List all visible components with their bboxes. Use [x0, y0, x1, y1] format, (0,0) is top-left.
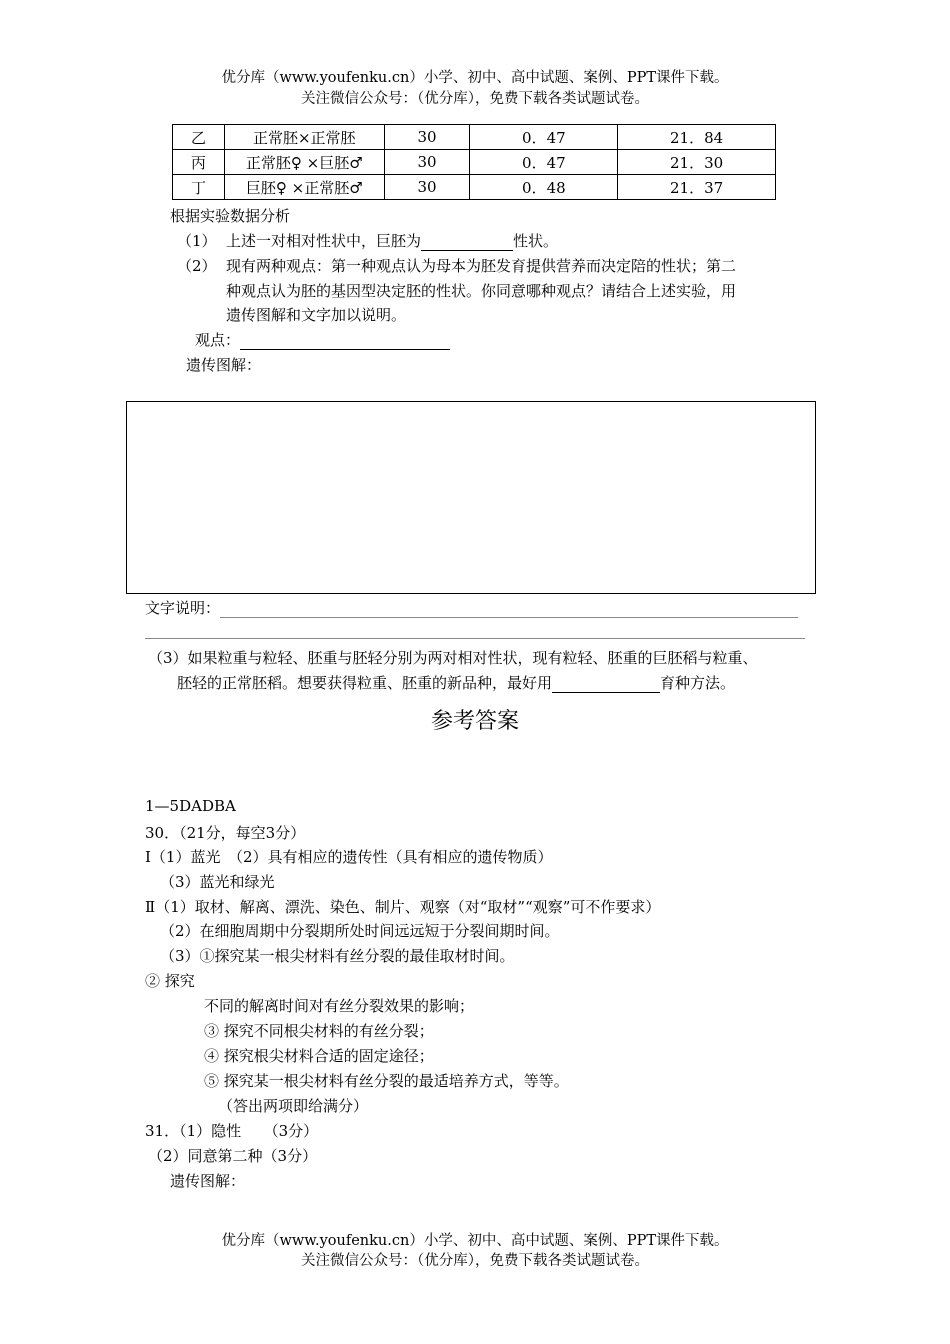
q3-line-2 [177, 672, 735, 693]
q1-number: （1） [177, 232, 217, 250]
q3-text-a: 胚轻的正常胚稻。想要获得粒重、胚重的新品种，最好用 [177, 674, 553, 692]
answer-line: （2）在细胞周期中分裂期所处时间远远短于分裂间期时间。 [160, 922, 560, 940]
table-cell: 30 [384, 150, 470, 175]
viewpoint-row [195, 329, 450, 350]
q1-text-a: 上述一对相对性状中，巨胚为 [226, 232, 422, 250]
answer-line: （2）同意第二种（3分） [148, 1147, 318, 1165]
footer-line-2: 关注微信公众号：（优分库），免费下载各类试题试卷。 [301, 1253, 649, 1269]
table-cell: 21．37 [618, 175, 776, 200]
answer-line: ③ 探究不同根尖材料的有丝分裂； [204, 1022, 434, 1040]
q1-text-b: 性状。 [513, 232, 559, 250]
answer-line: 遗传图解： [170, 1172, 246, 1190]
answer-line: Ⅰ（1）蓝光 （2）具有相应的遗传性（具有相应的遗传物质） [145, 848, 553, 866]
answer-line: 31．（1）隐性 （3分） [145, 1122, 319, 1140]
table-cell: 21．30 [618, 150, 776, 175]
viewpoint-blank[interactable] [240, 333, 450, 350]
viewpoint-label: 观点： [195, 331, 241, 349]
diagram-answer-box[interactable] [126, 401, 816, 594]
table-cell: 0．48 [470, 175, 618, 200]
table-cell: 0．47 [470, 150, 618, 175]
table-cell: 正常胚×正常胚 [224, 125, 384, 150]
text-explanation-label: 文字说明： [145, 599, 221, 617]
q2-line-1: 现有两种观点：第一种观点认为母本为胚发育提供营养而决定陪的性状；第二 [226, 257, 737, 275]
answer-line: （3）①探究某一根尖材料有丝分裂的最佳取材时间。 [160, 947, 515, 965]
answer-line: （答出两项即给满分） [218, 1097, 369, 1115]
q3-text-b: 育种方法。 [660, 674, 736, 692]
header-line-2: 关注微信公众号：（优分库），免费下载各类试题试卷。 [301, 91, 649, 107]
table-cell: 21．84 [618, 125, 776, 150]
table-cell: 30 [384, 125, 470, 150]
table-row [173, 150, 776, 175]
table-cell: 正常胚♀ ×巨胚♂ [224, 150, 384, 175]
table-row [173, 175, 776, 200]
answer-line: 不同的解离时间对有丝分裂效果的影响； [204, 997, 475, 1015]
answer-line: 1—5DADBA [145, 797, 236, 815]
answer-line: ② 探究 [145, 972, 195, 990]
table-cell: 丙 [173, 150, 225, 175]
table-cell: 丁 [173, 175, 225, 200]
answer-line: Ⅱ（1）取材、解离、漂洗、染色、制片、观察（对“取材”“观察”可不作要求） [145, 898, 661, 916]
answer-line: （3）蓝光和绿光 [160, 873, 275, 891]
table-cell: 0．47 [470, 125, 618, 150]
analysis-intro: 根据实验数据分析 [170, 207, 291, 225]
table-cell: 巨胚♀ ×正常胚♂ [224, 175, 384, 200]
header-line-1: 优分库（www.youfenku.cn）小学、初中、高中试题、案例、PPT课件下载。 [221, 70, 729, 86]
diagram-label: 遗传图解： [186, 356, 262, 374]
text-explanation-row [145, 597, 798, 618]
table-cell: 乙 [173, 125, 225, 150]
answers-title: 参考答案 [430, 709, 519, 734]
q3-blank[interactable] [552, 676, 660, 693]
q2-line-2: 种观点认为胚的基因型决定胚的性状。你同意哪种观点？请结合上述实验，用 [226, 282, 737, 300]
q2-number: （2） [177, 257, 217, 275]
text-explanation-blank[interactable] [220, 601, 798, 618]
text-explanation-line-2[interactable] [145, 638, 805, 639]
q1-text [226, 230, 558, 251]
answer-line: ④ 探究根尖材料合适的固定途径； [204, 1047, 434, 1065]
footer-line-1: 优分库（www.youfenku.cn）小学、初中、高中试题、案例、PPT课件下载。 [221, 1233, 729, 1249]
answer-line: ⑤ 探究某一根尖材料有丝分裂的最适培养方式，等等。 [204, 1072, 569, 1090]
table-cell: 30 [384, 175, 470, 200]
q3-line-1: （3）如果粒重与粒轻、胚重与胚轻分别为两对相对性状，现有粒轻、胚重的巨胚稻与粒重、 [148, 649, 758, 667]
table-row [173, 125, 776, 150]
q1-blank[interactable] [421, 234, 513, 251]
q2-line-3: 遗传图解和文字加以说明。 [226, 306, 407, 324]
experiment-table [172, 124, 776, 200]
answer-line: 30．（21分，每空3分） [145, 824, 306, 842]
